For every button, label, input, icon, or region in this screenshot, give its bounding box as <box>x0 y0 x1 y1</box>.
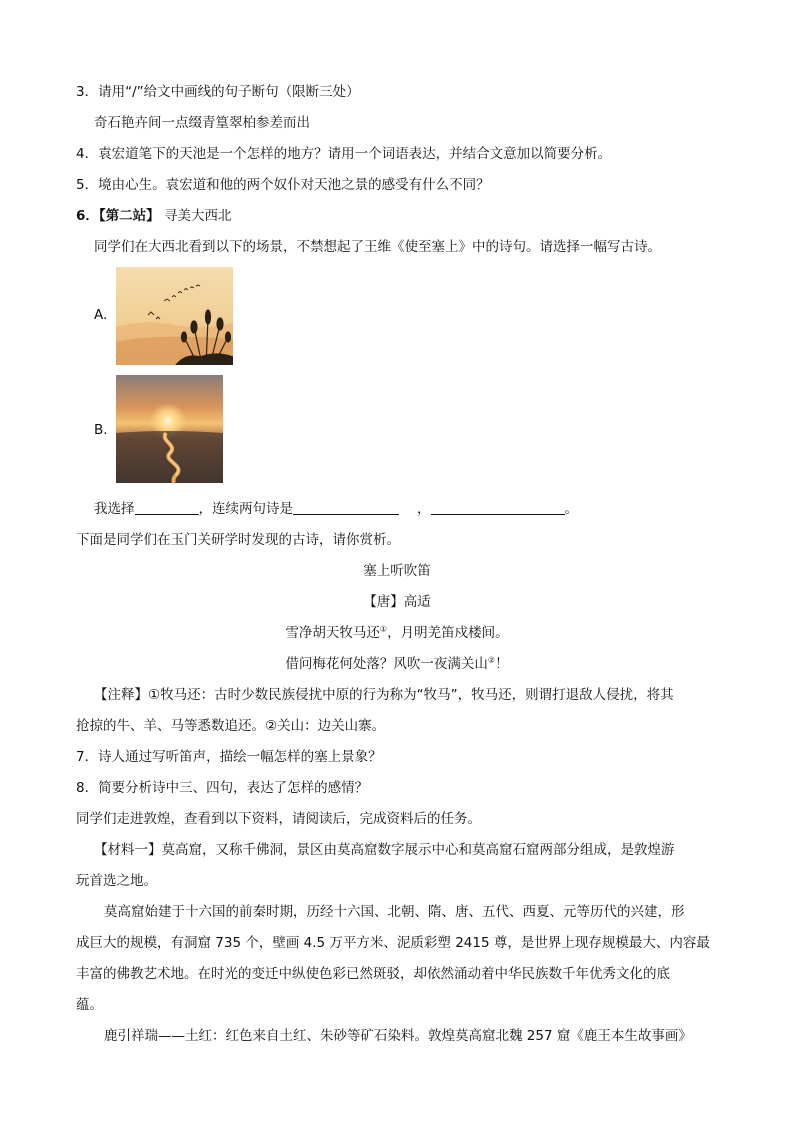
poem-line-2 <box>0 654 794 674</box>
station-label: 【第二站】 <box>98 208 160 224</box>
material-1-line-1: 【材料一】莫高窟，又称千佛洞，景区由莫高窟数字展示中心和莫高窟石窟两部分组成，是敦煌游 <box>94 842 675 858</box>
poem-line-1a: 雪净胡天牧马还 <box>285 625 380 641</box>
choice-blank[interactable] <box>135 500 199 515</box>
station-title: 寻美大西北 <box>159 208 232 224</box>
material-1-line-2: 玩首选之地。 <box>76 873 157 889</box>
note-line-1: 【注释】①牧马还：古时少数民族侵扰中原的行为称为“牧马”，牧马还，则谓打退敌人侵扰，将其 <box>94 687 674 703</box>
poem-line-1b: ，月明羌笛戍楼间。 <box>387 625 509 641</box>
poem-line-blank-1[interactable] <box>293 500 399 515</box>
option-a-label: A. <box>94 307 108 323</box>
material-1-p2-line-2: 成巨大的规模，有洞窟 735 个，壁画 4.5 万平方米、泥质彩塑 2415 尊，是世界上现存规模最大、内容最 <box>76 935 710 951</box>
question-4: 4．袁宏道笔下的天池是一个怎样的地方？请用一个词语表达，并结合文意加以简要分析。 <box>76 146 612 162</box>
material-1-p2-line-3: 丰富的佛教艺术地。在时光的变迁中纵使色彩已然斑驳，却依然涌动着中华民族数千年优秀文化的底 <box>76 966 670 982</box>
poem-author <box>0 592 794 612</box>
footnote-mark-1: ① <box>379 624 388 634</box>
question-3: 3．请用“/”给文中画线的句子断句（限断三处） <box>76 84 360 100</box>
material-1-p2-line-1: 莫高窟始建于十六国的前秦时期，历经十六国、北朝、隋、唐、五代、西夏、元等历代的兴建，形 <box>104 904 685 920</box>
option-a-image-desert-geese <box>116 267 233 365</box>
answer-line <box>94 499 578 519</box>
material-intro: 同学们走进敦煌，查看到以下资料，请阅读后，完成资料后的任务。 <box>76 811 481 827</box>
footnote-mark-2: ② <box>487 655 496 665</box>
question-6-number: 6． <box>76 208 99 224</box>
answer-prefix: 我选择 <box>94 501 135 517</box>
poem-intro: 下面是同学们在玉门关研学时发现的古诗，请你赏析。 <box>76 532 400 548</box>
answer-end: 。 <box>564 501 578 517</box>
poem-line-blank-2[interactable] <box>431 500 565 515</box>
option-b-image-river-sunset <box>116 375 223 483</box>
question-3-sentence: 奇石艳卉间一点缀青篁翠柏参差而出 <box>94 115 310 131</box>
answer-comma: ， <box>417 501 431 517</box>
answer-mid: ，连续两句诗是 <box>198 501 293 517</box>
poem-title: 塞上听吹笛 <box>363 563 431 579</box>
poem-line-2a: 借问梅花何处落？风吹一夜满关山 <box>285 656 488 672</box>
poem-line-2b: ！ <box>495 656 509 672</box>
question-5: 5．境由心生。袁宏道和他的两个奴仆对天池之景的感受有什么不同？ <box>76 177 490 193</box>
question-6-prompt: 同学们在大西北看到以下的场景，不禁想起了王维《使至塞上》中的诗句。请选择一幅写古诗。 <box>94 239 661 255</box>
material-1-p3-line-1: 鹿引祥瑞——土红：红色来自土红、朱砂等矿石染料。敦煌莫高窟北魏 257 窟《鹿王本生故事画》 <box>104 1028 692 1044</box>
note-line-2: 抢掠的牛、羊、马等悉数追还。②关山：边关山寨。 <box>76 718 386 734</box>
question-6-heading <box>76 206 231 226</box>
question-8: 8．简要分析诗中三、四句，表达了怎样的感情？ <box>76 780 369 796</box>
question-7: 7．诗人通过写听笛声，描绘一幅怎样的塞上景象？ <box>76 749 382 765</box>
material-1-p2-line-4: 蕴。 <box>76 997 103 1013</box>
poem-author-text: 【唐】高适 <box>363 594 431 610</box>
poem-line-1 <box>0 623 794 643</box>
option-b-label: B. <box>94 422 108 438</box>
